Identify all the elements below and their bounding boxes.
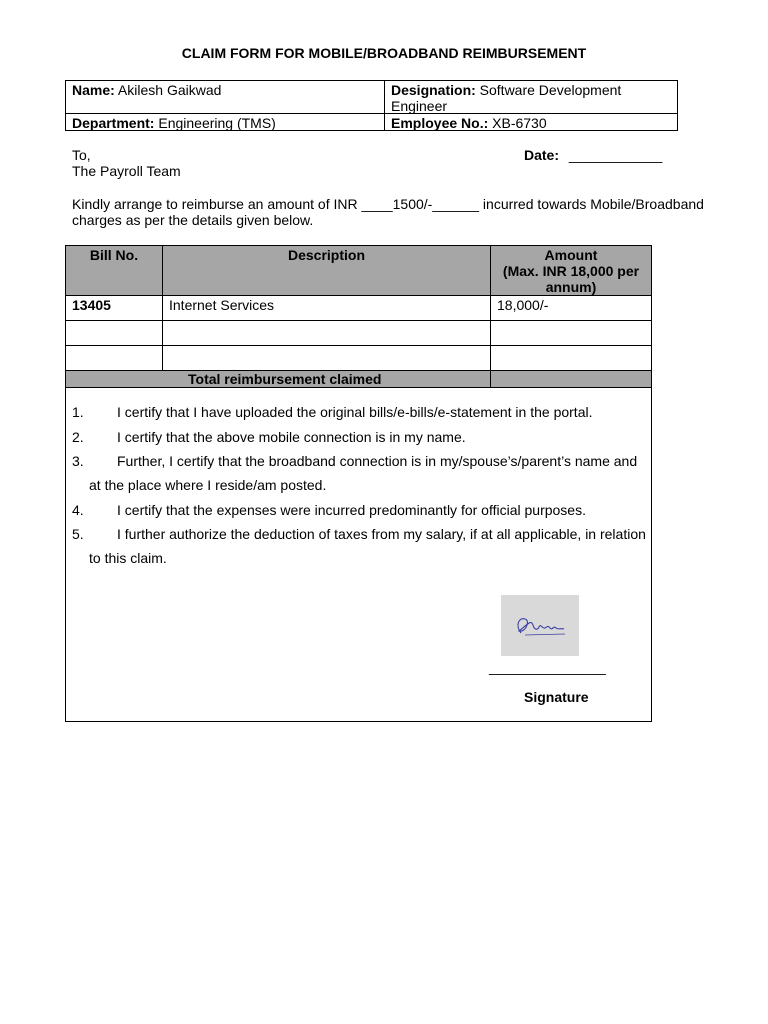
row-1-bill-no: 13405: [72, 297, 111, 313]
certification-item: 2. I certify that the above mobile connection is in my name.: [72, 429, 466, 445]
employee-no-cell: [385, 115, 677, 131]
certification-item: 3. Further, I certify that the broadband connection is in my/spouse’s/parent’s name and at the place where I reside/am posted.: [72, 453, 638, 493]
certification-item: 5. I further authorize the deduction of taxes from my salary, if at all applicable, in relation to this claim.: [72, 526, 646, 566]
employee-no-label: Employee No.:: [391, 115, 489, 131]
address-to: To,: [72, 147, 91, 163]
department-value: Engineering (TMS): [158, 115, 276, 131]
certification-item: 1. I certify that I have uploaded the original bills/e-bills/e-statement in the portal.: [72, 404, 593, 420]
date-blank: ____________: [568, 147, 663, 163]
signature-line: _______________: [489, 659, 606, 675]
header-description: Description: [287, 247, 365, 263]
date-label: Date:: [524, 147, 560, 163]
name-cell: [66, 82, 384, 98]
designation-cell: [385, 82, 677, 114]
total-label: Total reimbursement claimed: [188, 371, 382, 387]
designation-label: Designation:: [391, 82, 476, 98]
employee-no-value: XB-6730: [492, 115, 547, 131]
department-cell: [66, 115, 384, 131]
row-1-amount: 18,000/-: [497, 297, 549, 313]
designation-value: Software Development: [479, 82, 622, 98]
name-label: Name:: [72, 82, 115, 98]
form-title: CLAIM FORM FOR MOBILE/BROADBAND REIMBURSEMENT: [181, 45, 587, 61]
signature-scribble-icon: [501, 595, 579, 656]
date-field: [524, 147, 662, 163]
name-value: Akilesh Gaikwad: [117, 82, 222, 98]
signature-label: Signature: [524, 689, 589, 705]
header-bill-no: Bill No.: [89, 247, 139, 263]
address-recipient: The Payroll Team: [72, 163, 181, 179]
request-line-2: charges as per the details given below.: [72, 212, 314, 228]
row-1-description: Internet Services: [169, 297, 275, 313]
signature-image: [501, 595, 579, 656]
department-label: Department:: [72, 115, 155, 131]
designation-value-cont: Engineer: [391, 98, 448, 114]
request-line-1: Kindly arrange to reimburse an amount of INR ____1500/-______ incurred towards Mobile/Broadband: [72, 196, 704, 212]
employee-info-table: [65, 80, 678, 131]
header-amount: Amount (Max. INR 18,000 per annum): [502, 247, 640, 295]
certification-item: 4. I certify that the expenses were incurred predominantly for official purposes.: [72, 502, 586, 518]
